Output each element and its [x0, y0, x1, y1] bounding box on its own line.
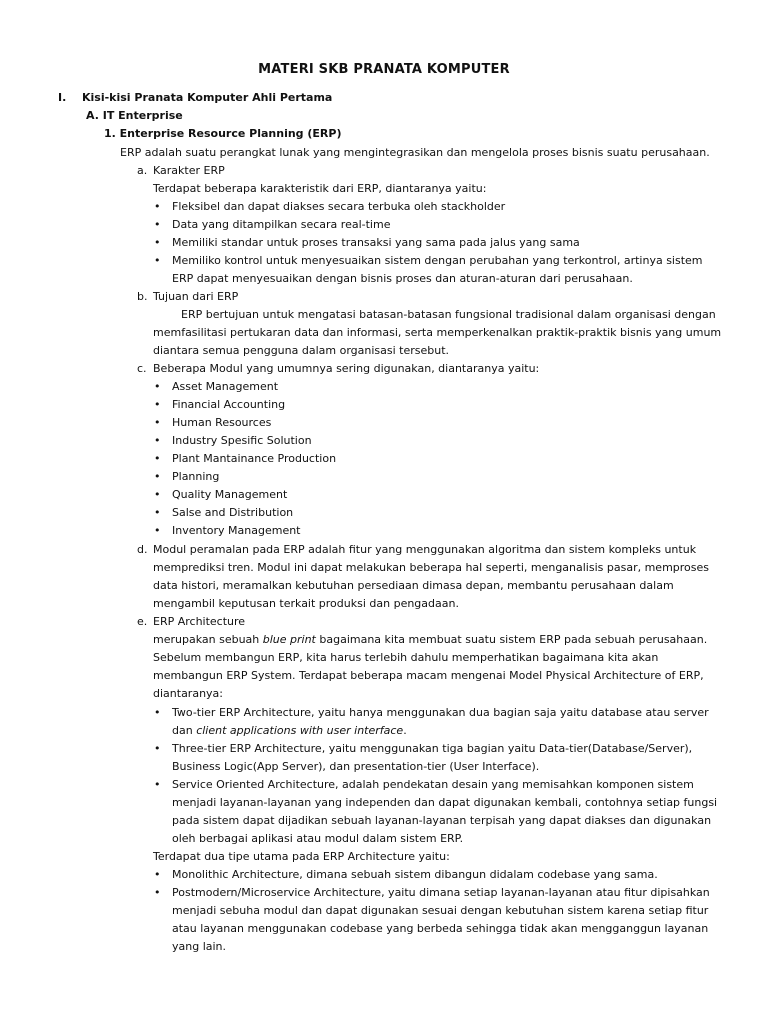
paragraph-line: mengambil keputusan terkait produksi dan pengadaan.	[153, 597, 459, 610]
list-item: Memiliko kontrol untuk menyesuaikan sistem dengan perubahan yang terkontrol, artinya sistem	[172, 254, 703, 267]
bullet-icon: •	[154, 470, 161, 483]
list-item: Fleksibel dan dapat diakses secara terbuka oleh stackholder	[172, 200, 506, 213]
paragraph-line: data histori, meramalkan kebutuhan persediaan dimasa depan, membantu perusahaan dalam	[153, 579, 674, 592]
list-item-continuation: dan client applications with user interface.	[172, 724, 407, 737]
bullet-icon: •	[154, 506, 161, 519]
item-lead: Terdapat beberapa karakteristik dari ERP, diantaranya yaitu:	[153, 182, 487, 195]
list-item: Memiliki standar untuk proses transaksi yang sama pada jalus yang sama	[172, 236, 580, 249]
bullet-icon: •	[154, 398, 161, 411]
item-lead: Terdapat dua tipe utama pada ERP Architecture yaitu:	[153, 850, 450, 863]
list-item-continuation: menjadi layanan-layanan yang independen dan dapat digunakan kembali, contohnya setiap fungsi	[172, 796, 718, 809]
bullet-icon: •	[154, 236, 161, 249]
list-item-continuation: oleh berbagai aplikasi atau modul dalam sistem ERP.	[172, 832, 464, 845]
paragraph-line: merupakan sebuah blue print bagaimana kita membuat suatu sistem ERP pada sebuah perusahaan.	[153, 633, 708, 646]
list-marker: c.	[137, 362, 147, 375]
paragraph-line: ERP bertujuan untuk mengatasi batasan-batasan fungsional tradisional dalam organisasi dengan	[181, 308, 716, 321]
list-item-continuation: yang lain.	[172, 940, 227, 953]
bullet-icon: •	[154, 868, 161, 881]
bullet-icon: •	[154, 886, 161, 899]
bullet-icon: •	[154, 416, 161, 429]
bullet-icon: •	[154, 706, 161, 719]
list-item: Human Resources	[172, 416, 272, 429]
bullet-icon: •	[154, 218, 161, 231]
item-heading: Beberapa Modul yang umumnya sering digunakan, diantaranya yaitu:	[153, 362, 540, 375]
bullet-icon: •	[154, 380, 161, 393]
paragraph-line: Modul peramalan pada ERP adalah fitur yang menggunakan algoritma dan sistem kompleks untuk	[153, 543, 697, 556]
list-item: Postmodern/Microservice Architecture, yaitu dimana setiap layanan-layanan atau fitur dipisahkan	[172, 886, 710, 899]
paragraph-line: memfasilitasi pertukaran data dan informasi, serta memperkenalkan praktik-praktik bisnis yang umum	[153, 326, 722, 339]
item-heading: Tujuan dari ERP	[153, 290, 239, 303]
topic-heading: 1. Enterprise Resource Planning (ERP)	[104, 127, 342, 140]
list-marker: e.	[137, 615, 148, 628]
paragraph-line: Sebelum membangun ERP, kita harus terlebih dahulu memperhatikan bagaimana kita akan	[153, 651, 659, 664]
list-item: Quality Management	[172, 488, 288, 501]
list-item-continuation: Business Logic(App Server), dan presentation-tier (User Interface).	[172, 760, 540, 773]
bullet-icon: •	[154, 488, 161, 501]
list-item-continuation: menjadi sebuha modul dan dapat digunakan sesuai dengan kebutuhan sistem karena setiap fitur	[172, 904, 709, 917]
list-item: Service Oriented Architecture, adalah pendekatan desain yang memisahkan komponen sistem	[172, 778, 694, 791]
paragraph-line: diantara semua pengguna dalam organisasi tersebut.	[153, 344, 450, 357]
item-heading: ERP Architecture	[153, 615, 246, 628]
subsection-heading: A. IT Enterprise	[86, 109, 183, 122]
bullet-icon: •	[154, 434, 161, 447]
bullet-icon: •	[154, 524, 161, 537]
list-item-continuation: pada sistem dapat dijadikan sebuah layanan-layanan terpisah yang dapat diakses dan digunakan	[172, 814, 712, 827]
intro-paragraph: ERP adalah suatu perangkat lunak yang mengintegrasikan dan mengelola proses bisnis suatu perusahaan.	[120, 146, 710, 159]
list-item: Monolithic Architecture, dimana sebuah sistem dibangun didalam codebase yang sama.	[172, 868, 658, 881]
list-marker: b.	[137, 290, 148, 303]
document-title: MATERI SKB PRANATA KOMPUTER	[258, 62, 510, 77]
section-heading: Kisi-kisi Pranata Komputer Ahli Pertama	[82, 91, 333, 104]
list-marker: a.	[137, 164, 148, 177]
section-number: I.	[58, 91, 67, 104]
list-item: Two-tier ERP Architecture, yaitu hanya menggunakan dua bagian saja yaitu database atau server	[172, 706, 709, 719]
list-marker: d.	[137, 543, 148, 556]
paragraph-line: memprediksi tren. Modul ini dapat melakukan beberapa hal seperti, menganalisis pasar, memproses	[153, 561, 710, 574]
bullet-icon: •	[154, 254, 161, 267]
list-item: Inventory Management	[172, 524, 301, 537]
list-item: Industry Spesific Solution	[172, 434, 312, 447]
bullet-icon: •	[154, 452, 161, 465]
list-item-continuation: atau layanan menggunakan codebase yang berbeda sehingga tidak akan mengganggun layanan	[172, 922, 709, 935]
list-item: Salse and Distribution	[172, 506, 294, 519]
bullet-icon: •	[154, 778, 161, 791]
item-heading: Karakter ERP	[153, 164, 225, 177]
list-item: Plant Mantainance Production	[172, 452, 337, 465]
list-item: Three-tier ERP Architecture, yaitu menggunakan tiga bagian yaitu Data-tier(Database/Server),	[172, 742, 693, 755]
paragraph-line: membangun ERP System. Terdapat beberapa macam mengenai Model Physical Architecture of ERP,	[153, 669, 704, 682]
list-item: Data yang ditampilkan secara real-time	[172, 218, 391, 231]
list-item-continuation: ERP dapat menyesuaikan dengan bisnis proses dan aturan-aturan dari perusahaan.	[172, 272, 633, 285]
list-item: Asset Management	[172, 380, 279, 393]
paragraph-line: diantaranya:	[153, 687, 223, 700]
bullet-icon: •	[154, 200, 161, 213]
list-item: Planning	[172, 470, 220, 483]
emphasis-text: blue print	[262, 633, 316, 646]
list-item: Financial Accounting	[172, 398, 286, 411]
bullet-icon: •	[154, 742, 161, 755]
emphasis-text: client applications with user interface	[196, 724, 404, 737]
